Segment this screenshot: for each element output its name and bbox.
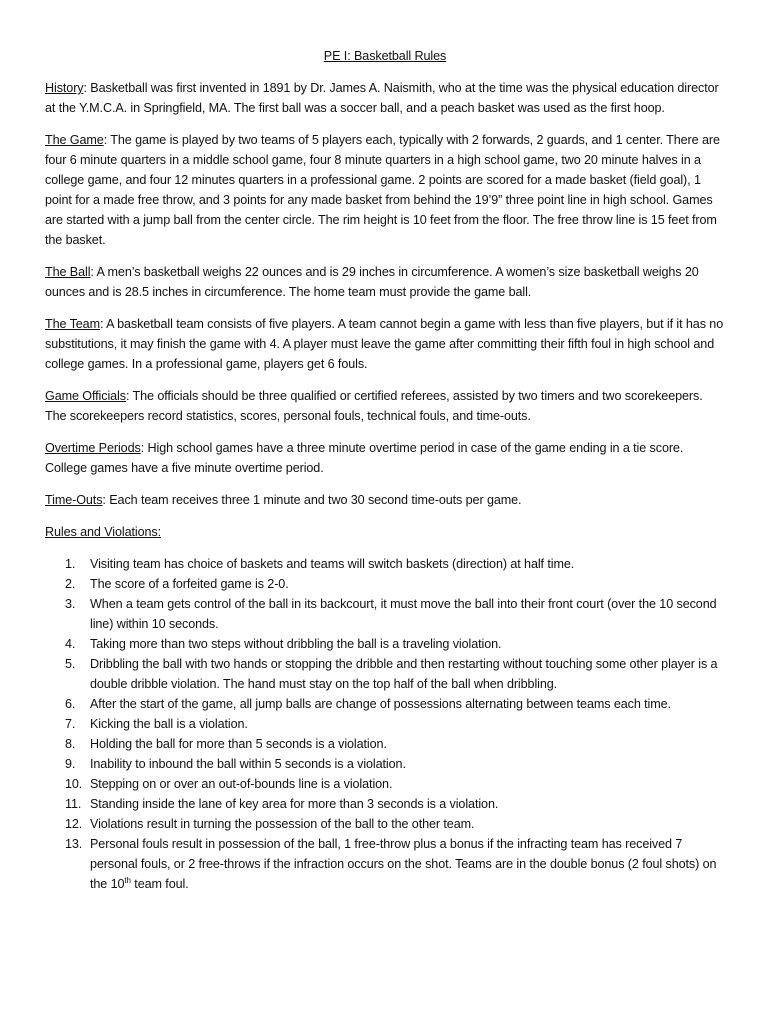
rule-number: 4. [65, 637, 76, 651]
rules-heading-suffix: : [157, 525, 161, 539]
section-separator: : [83, 81, 91, 95]
section-separator: : [140, 441, 148, 455]
rule-item [45, 734, 725, 754]
rule-text: Taking more than two steps without dribbling the ball is a traveling violation. [90, 637, 502, 651]
section-text: Each team receives three 1 minute and two 30 second time-outs per game. [109, 493, 522, 507]
rule-number: 9. [65, 757, 76, 771]
rule-item [45, 654, 725, 694]
rule-text: When a team gets control of the ball in its backcourt, it must move the ball into their front court (over the 10 second line) within 10 seconds. [90, 597, 717, 631]
document-title: PE I: Basketball Rules [323, 49, 447, 63]
section-separator: : [103, 133, 111, 147]
rule-number: 10. [65, 777, 83, 791]
section-text: A basketball team consists of five players. A team cannot begin a game with less than five players, but if it has no substitutions, it may finish the game with 4. A player must leave the game after committing their fifth foul in high school and college games. In a professional game, players get 6 fouls. [45, 317, 724, 371]
rule-item [45, 774, 725, 794]
rule-text: Standing inside the lane of key area for more than 3 seconds is a violation. [90, 797, 499, 811]
section-label: Overtime Periods [45, 441, 141, 455]
rule-text: Kicking the ball is a violation. [90, 717, 248, 731]
rule-text: Personal fouls result in possession of the ball, 1 free-throw plus a bonus if the infracting team has received 7 personal fouls, or 2 free-throws if the infraction occurs on the shot. Teams are in the double bonus (2 foul shots) on the 10 [90, 837, 717, 891]
section-separator: : [90, 265, 97, 279]
rule-item [45, 634, 725, 654]
section-text: The game is played by two teams of 5 players each, typically with 2 forwards, 2 guards, and 1 center. There are four 6 minute quarters in a middle school game, four 8 minute quarters in a high school game, two 20 minute halves in a college game, and four 12 minutes quarters in a professional game. 2 points are scored for a made basket (field goal), 1 point for a made free throw, and 3 points for any made basket from behind the 19’9” three point line in high school. Games are started with a jump ball from the center circle. The rim height is 10 feet from the floor. The free throw line is 15 feet from the basket. [45, 133, 720, 247]
section-label: History [45, 81, 84, 95]
section-text: High school games have a three minute overtime period in case of the game ending in a tie score. College games have a five minute overtime period. [45, 441, 684, 475]
ordinal-suffix: th [124, 875, 131, 885]
rule-text: Stepping on or over an out-of-bounds line is a violation. [90, 777, 393, 791]
section-separator: : [99, 317, 107, 331]
rule-item [45, 594, 725, 634]
rule-number: 6. [65, 697, 76, 711]
rule-text: Visiting team has choice of baskets and teams will switch baskets (direction) at half time. [90, 557, 575, 571]
rule-number: 5. [65, 657, 76, 671]
rule-text: Holding the ball for more than 5 seconds is a violation. [90, 737, 387, 751]
section-history [45, 78, 725, 118]
section-label: The Ball [45, 265, 91, 279]
rule-text: The score of a forfeited game is 2-0. [90, 577, 289, 591]
section-the-ball [45, 262, 725, 302]
section-game-officials [45, 386, 725, 426]
section-separator: : [102, 493, 110, 507]
rule-text: Dribbling the ball with two hands or stopping the dribble and then restarting without touching some other player is a double dribble violation. The hand must stay on the top half of the ball when dribbling. [90, 657, 718, 691]
rule-number: 1. [65, 557, 76, 571]
rule-number: 3. [65, 597, 76, 611]
rules-heading [45, 522, 725, 542]
document-page [45, 46, 725, 894]
rule-number: 8. [65, 737, 76, 751]
rule-item [45, 754, 725, 774]
rules-heading-text: Rules and Violations [45, 525, 158, 539]
rule-text-end: team foul. [130, 877, 189, 891]
rule-text: Violations result in turning the possession of the ball to the other team. [90, 817, 475, 831]
section-label: The Game [45, 133, 104, 147]
rule-number: 2. [65, 577, 76, 591]
section-text: A men’s basketball weighs 22 ounces and is 29 inches in circumference. A women’s size basketball weighs 20 ounces and is 28.5 inches in circumference. The home team must provide the game ball. [45, 265, 699, 299]
rule-number: 7. [65, 717, 76, 731]
rule-item [45, 834, 725, 894]
rule-item [45, 814, 725, 834]
rule-item [45, 554, 725, 574]
section-the-game [45, 130, 725, 250]
section-text: The officials should be three qualified or certified referees, assisted by two timers and two scorekeepers. The scorekeepers record statistics, scores, personal fouls, technical fouls, and time-outs. [45, 389, 703, 423]
rule-number: 13. [65, 837, 83, 851]
section-label: Time-Outs [45, 493, 103, 507]
rules-list [45, 554, 725, 894]
section-overtime-periods [45, 438, 725, 478]
rule-item [45, 574, 725, 594]
rule-item [45, 694, 725, 714]
section-text: Basketball was first invented in 1891 by Dr. James A. Naismith, who at the time was the physical education director at the Y.M.C.A. in Springfield, MA. The first ball was a soccer ball, and a peach basket was used as the first hoop. [45, 81, 719, 115]
section-label: The Team [45, 317, 100, 331]
rule-item [45, 794, 725, 814]
rule-number: 12. [65, 817, 83, 831]
section-label: Game Officials [45, 389, 126, 403]
rule-item [45, 714, 725, 734]
section-time-outs [45, 490, 725, 510]
section-separator: : [125, 389, 133, 403]
section-the-team [45, 314, 725, 374]
rule-text: Inability to inbound the ball within 5 seconds is a violation. [90, 757, 406, 771]
rule-number: 11. [65, 797, 82, 811]
rule-text: After the start of the game, all jump balls are change of possessions alternating between teams each time. [90, 697, 671, 711]
